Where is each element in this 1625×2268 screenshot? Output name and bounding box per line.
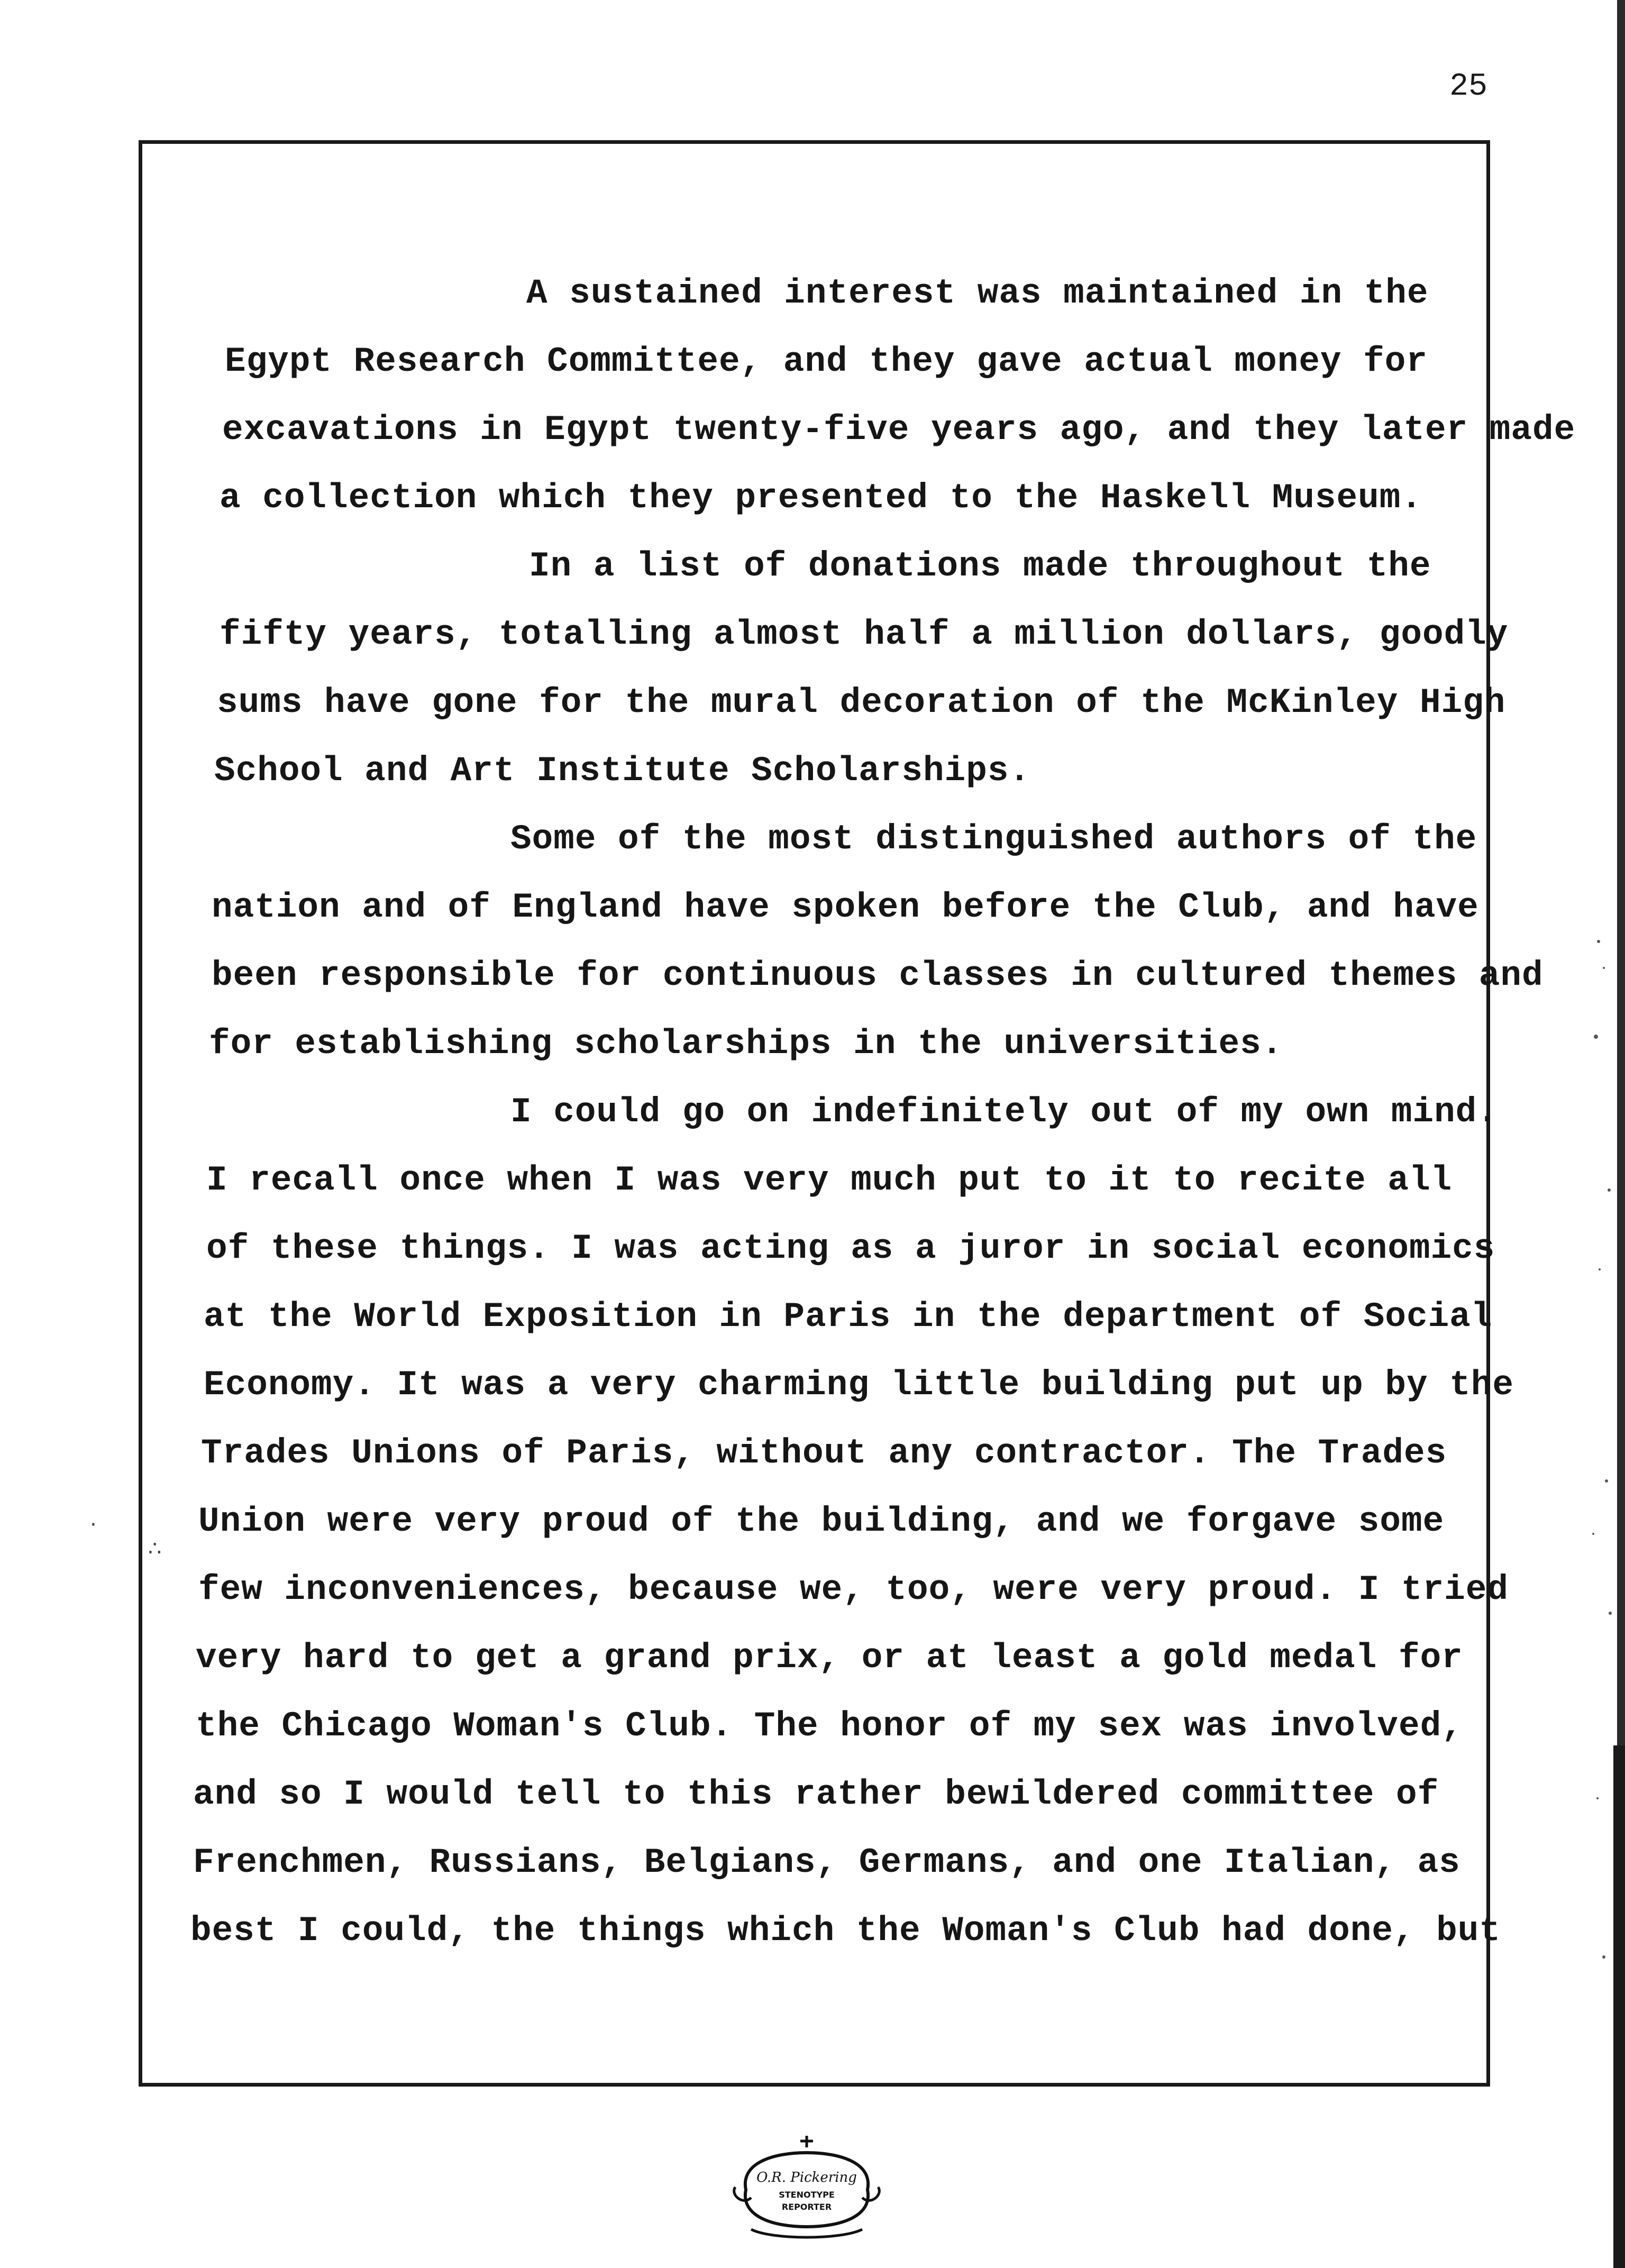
text-line: Union were very proud of the building, and we forgave some — [198, 1502, 1445, 1541]
text-line: sums have gone for the mural decoration of the McKinley High — [217, 683, 1506, 723]
text-line: been responsible for continuous classes in cultured themes and — [212, 956, 1544, 995]
text-line: at the World Exposition in Paris in the department of Social — [204, 1297, 1493, 1337]
text-line: few inconveniences, because we, too, were very proud. I tried — [198, 1570, 1509, 1609]
stray-speck: · — [90, 1513, 97, 1537]
text-line: of these things. I was acting as a juror in social economics — [206, 1229, 1495, 1268]
text-line: Frenchmen, Russians, Belgians, Germans, and one Italian, as — [193, 1843, 1460, 1882]
text-line: the Chicago Woman's Club. The honor of my sex was involved, — [196, 1706, 1463, 1746]
page-number: 25 — [1449, 69, 1488, 105]
text-line: for establishing scholarships in the universities. — [209, 1024, 1283, 1064]
text-line: I could go on indefinitely out of my own mind. — [510, 1092, 1499, 1132]
text-line: a collection which they presented to the Haskell Museum. — [220, 478, 1422, 518]
text-line: Egypt Research Committee, and they gave actual money for — [225, 342, 1428, 381]
seal-name: O.R. Pickering — [756, 2170, 857, 2185]
text-line: Economy. It was a very charming little building put up by the — [204, 1365, 1514, 1405]
text-line: A sustained interest was maintained in the — [526, 273, 1429, 313]
stray-speck: ∴ — [148, 1537, 162, 1561]
stenographer-seal — [730, 2132, 883, 2243]
text-line: Trades Unions of Paris, without any contractor. The Trades — [201, 1433, 1447, 1473]
text-line: best I could, the things which the Woman's Club had done, but — [190, 1911, 1501, 1951]
body-text — [190, 259, 1576, 1965]
text-line: Some of the most distinguished authors of the — [510, 819, 1477, 859]
text-line: School and Art Institute Scholarships. — [214, 751, 1031, 791]
text-line: In a list of donations made throughout the — [529, 546, 1431, 586]
text-line: excavations in Egypt twenty-five years ago, and they later made — [222, 410, 1576, 450]
text-line: and so I would tell to this rather bewildered committee of — [193, 1775, 1439, 1814]
seal-title: STENOTYPE — [779, 2190, 835, 2200]
text-line: I recall once when I was very much put to it to recite all — [206, 1160, 1453, 1200]
text-line: fifty years, totalling almost half a million dollars, goodly — [220, 615, 1509, 654]
scan-edge-noise — [1567, 0, 1625, 2268]
seal-subtitle: REPORTER — [781, 2202, 832, 2212]
text-line: very hard to get a grand prix, or at least a gold medal for — [196, 1638, 1463, 1678]
text-line: nation and of England have spoken before the Club, and have — [212, 888, 1479, 927]
